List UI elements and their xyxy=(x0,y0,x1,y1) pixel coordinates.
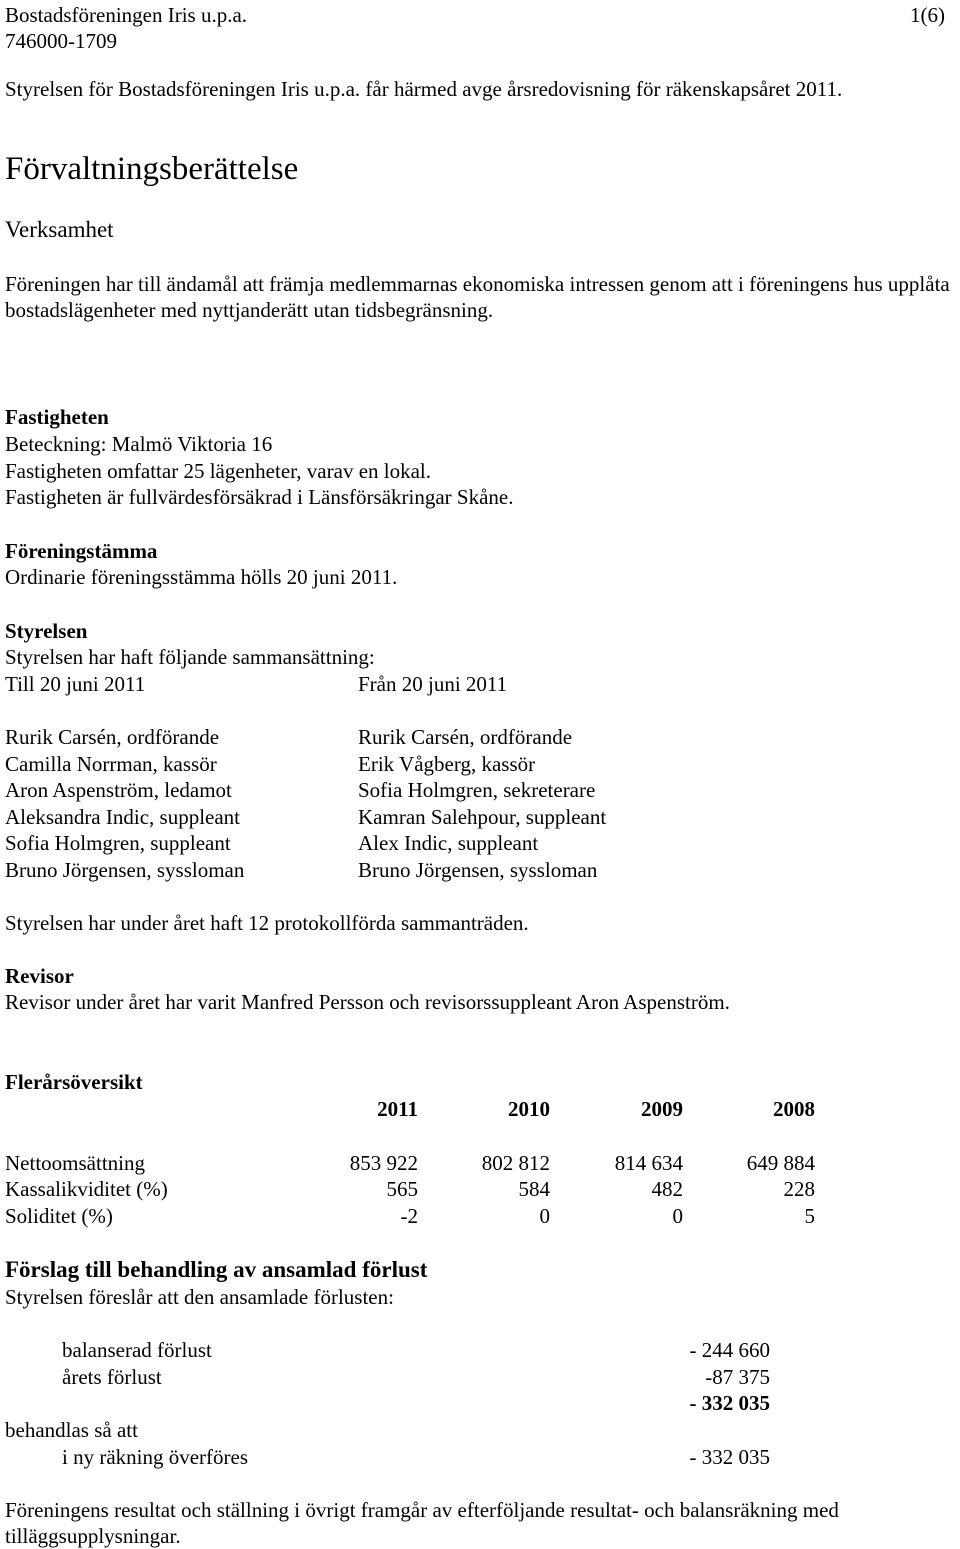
table-cell: 814 634 xyxy=(614,1151,683,1175)
board-member-before: Aleksandra Indic, suppleant xyxy=(5,805,241,829)
foreningsstamma-heading: Föreningstämma xyxy=(5,539,158,563)
board-member-after: Kamran Salehpour, suppleant xyxy=(358,805,607,829)
foreningsstamma-text: Ordinarie föreningsstämma hölls 20 juni 2011. xyxy=(5,565,398,589)
year-header: 2011 xyxy=(377,1097,418,1121)
forslag-item-value: -87 375 xyxy=(705,1365,770,1389)
revisor-heading: Revisor xyxy=(5,964,74,988)
table-cell: 853 922 xyxy=(349,1151,418,1175)
board-meetings-text: Styrelsen har under året haft 12 protokollförda sammanträden. xyxy=(5,911,529,935)
board-member-before: Rurik Carsén, ordförande xyxy=(5,725,220,749)
board-member-after: Rurik Carsén, ordförande xyxy=(358,725,573,749)
board-member-after: Erik Vågberg, kassör xyxy=(358,752,536,776)
forslag-item-label: årets förlust xyxy=(62,1365,162,1389)
board-member-after: Sofia Holmgren, sekreterare xyxy=(358,778,596,802)
table-cell: 584 xyxy=(518,1177,550,1201)
organization-name: Bostadsföreningen Iris u.p.a. xyxy=(5,3,248,27)
forslag-intro: Styrelsen föreslår att den ansamlade förlusten: xyxy=(5,1285,394,1309)
verksamhet-heading: Verksamhet xyxy=(5,217,114,242)
fastigheten-heading: Fastigheten xyxy=(5,405,109,429)
page-number: 1(6) xyxy=(910,3,945,27)
board-member-after: Bruno Jörgensen, syssloman xyxy=(358,858,598,882)
table-cell: -2 xyxy=(400,1204,418,1228)
year-header: 2009 xyxy=(641,1097,683,1121)
table-cell: 565 xyxy=(386,1177,418,1201)
footer-text: Föreningens resultat och ställning i övrigt framgår av efterföljande resultat- och balansräkning med tilläggsupplysningar. xyxy=(5,1498,839,1548)
table-row-label: Soliditet (%) xyxy=(5,1204,113,1228)
behandlas-label: behandlas så att xyxy=(5,1418,138,1442)
table-cell: 228 xyxy=(783,1177,815,1201)
fastigheten-line: Fastigheten omfattar 25 lägenheter, varav en lokal. xyxy=(5,459,431,483)
table-row-label: Nettoomsättning xyxy=(5,1151,145,1175)
flerarsoversikt-heading: Flerårsöversikt xyxy=(5,1070,143,1094)
revisor-text: Revisor under året har varit Manfred Persson och revisorssuppleant Aron Aspenström. xyxy=(5,990,730,1014)
table-cell: 5 xyxy=(804,1204,815,1228)
transfer-label: i ny räkning överföres xyxy=(62,1445,249,1469)
table-cell: 802 812 xyxy=(481,1151,550,1175)
fastigheten-line: Fastigheten är fullvärdesförsäkrad i Länsförsäkringar Skåne. xyxy=(5,485,514,509)
transfer-value: - 332 035 xyxy=(689,1445,770,1469)
forslag-item-value: - 244 660 xyxy=(689,1338,770,1362)
forslag-heading: Förslag till behandling av ansamlad förlust xyxy=(5,1257,428,1282)
board-member-before: Bruno Jörgensen, syssloman xyxy=(5,858,245,882)
table-cell: 482 xyxy=(651,1177,683,1201)
intro-text: Styrelsen för Bostadsföreningen Iris u.p.a. får härmed avge årsredovisning för räkenskapsåret 2011. xyxy=(5,77,843,101)
forslag-item-label: balanserad förlust xyxy=(62,1338,212,1362)
forslag-total: - 332 035 xyxy=(689,1391,770,1415)
board-member-before: Aron Aspenström, ledamot xyxy=(5,778,232,802)
fastigheten-line: Beteckning: Malmö Viktoria 16 xyxy=(5,432,273,456)
table-cell: 0 xyxy=(539,1204,550,1228)
year-header: 2008 xyxy=(773,1097,815,1121)
table-cell: 0 xyxy=(672,1204,683,1228)
board-before-header: Till 20 juni 2011 xyxy=(5,672,146,696)
board-member-before: Camilla Norrman, kassör xyxy=(5,752,217,776)
board-member-before: Sofia Holmgren, suppleant xyxy=(5,831,231,855)
board-after-header: Från 20 juni 2011 xyxy=(358,672,508,696)
page-title: Förvaltningsberättelse xyxy=(5,151,299,187)
verksamhet-text: Föreningen har till ändamål att främja medlemmarnas ekonomiska intressen genom att i föreningens hus upplåta bostadslägenheter med nyttjanderätt utan tidsbegränsning. xyxy=(5,272,950,322)
year-header: 2010 xyxy=(508,1097,550,1121)
styrelsen-heading: Styrelsen xyxy=(5,619,88,643)
styrelsen-intro: Styrelsen har haft följande sammansättning: xyxy=(5,645,375,669)
organization-number: 746000-1709 xyxy=(5,29,117,53)
table-cell: 649 884 xyxy=(746,1151,815,1175)
board-member-after: Alex Indic, suppleant xyxy=(358,831,539,855)
table-row-label: Kassalikviditet (%) xyxy=(5,1177,168,1201)
